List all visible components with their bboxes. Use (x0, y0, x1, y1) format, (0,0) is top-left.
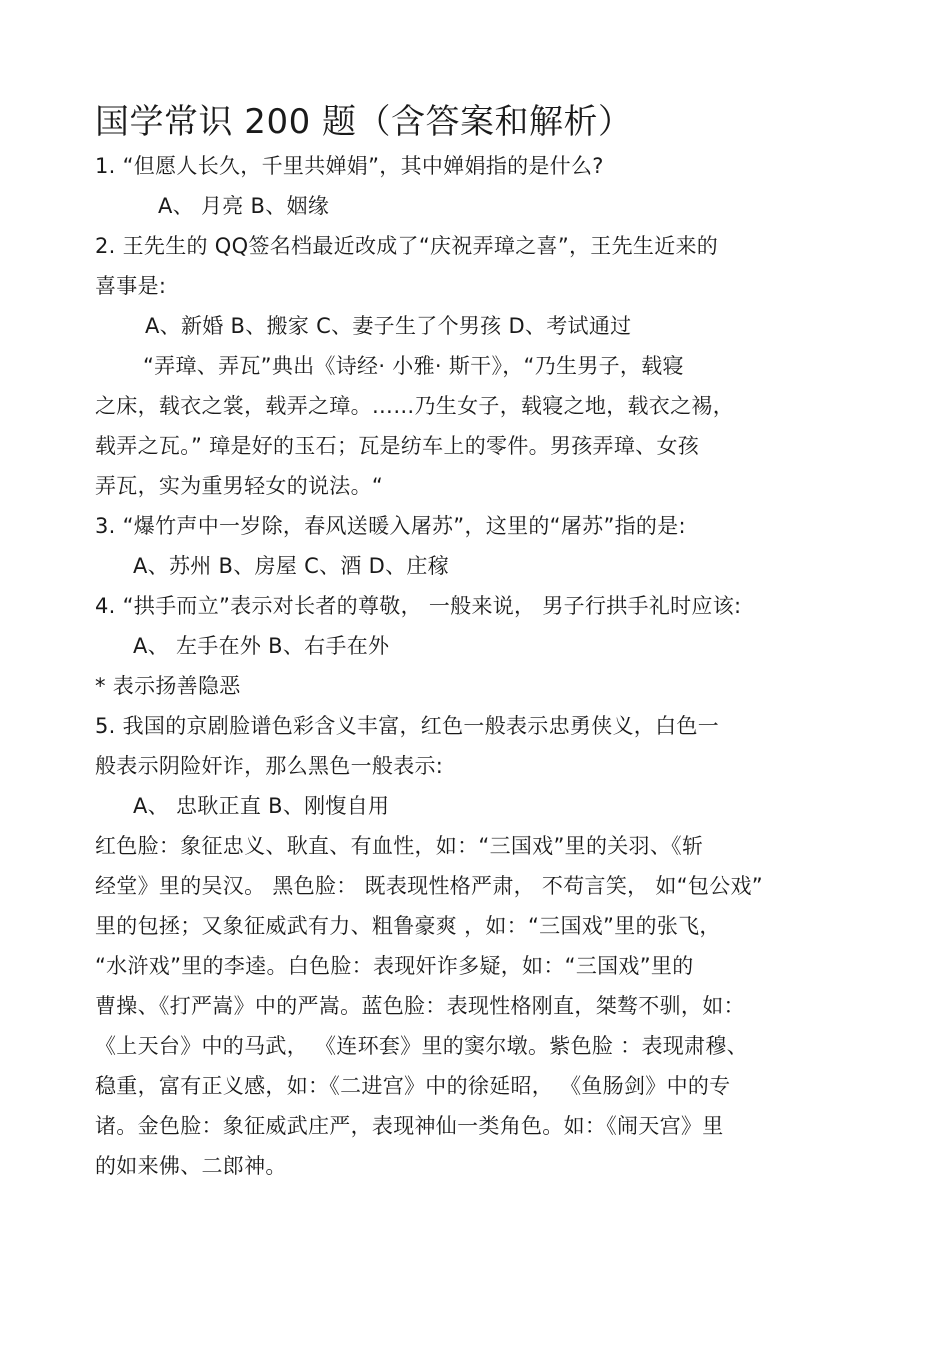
question-2-continued: 喜事是: (95, 274, 167, 298)
explanation-5-line-2: 经堂》里的吴汉。 黑色脸： 既表现性格严肃， 不苟言笑， 如“包公戏” (95, 874, 763, 898)
question-4-options: A、 左手在外 B、右手在外 (133, 634, 390, 658)
explanation-2-line-2: 之床，载衣之裳，载弄之璋。……乃生女子，载寝之地，载衣之裼， (95, 394, 734, 418)
document-title: 国学常识 200 题（含答案和解析） (95, 102, 633, 142)
explanation-5-line-5: 曹操、《打严嵩》中的严嵩。蓝色脸：表现性格刚直，桀骜不驯，如： (95, 994, 745, 1018)
question-5-options: A、 忠耿正直 B、刚愎自用 (133, 794, 390, 818)
explanation-5-line-6: 《上天台》中的马武， 《连环套》里的窦尔墩。紫色脸 ：表现肃穆、 (95, 1034, 748, 1058)
explanation-5-line-7: 稳重，富有正义感，如：《二进宫》中的徐延昭， 《鱼肠剑》中的专 (95, 1074, 731, 1098)
explanation-5-line-8: 诸。金色脸：象征威武庄严，表现神仙一类角色。如：《闹天宫》里 (95, 1114, 724, 1138)
explanation-2-line-4: 弄瓦，实为重男轻女的说法。“ (95, 474, 384, 498)
question-1-options: A、 月亮 B、姻缘 (158, 194, 330, 218)
explanation-2-line-3: 载弄之瓦。” 璋是好的玉石；瓦是纺车上的零件。男孩弄璋、女孩 (95, 434, 700, 458)
question-3: 3. “爆竹声中一岁除，春风送暖入屠苏”，这里的“屠苏”指的是: (95, 514, 686, 538)
explanation-5-line-4: “水浒戏”里的李逵。白色脸：表现奸诈多疑，如：“三国戏”里的 (95, 954, 694, 978)
question-4: 4. “拱手而立”表示对长者的尊敬， 一般来说， 男子行拱手礼时应该: (95, 594, 742, 618)
question-1: 1. “但愿人长久，千里共婵娟”，其中婵娟指的是什么? (95, 154, 604, 178)
question-2-options: A、新婚 B、搬家 C、妻子生了个男孩 D、考试通过 (145, 314, 632, 338)
question-5: 5. 我国的京剧脸谱色彩含义丰富，红色一般表示忠勇侠义，白色一 (95, 714, 720, 738)
question-5-continued: 般表示阴险奸诈，那么黑色一般表示: (95, 754, 444, 778)
explanation-5-line-3: 里的包拯；又象征威武有力、粗鲁豪爽 ，如：“三国戏”里的张飞， (95, 914, 721, 938)
explanation-5-line-9: 的如来佛、二郎神。 (95, 1154, 287, 1178)
question-2: 2. 王先生的 QQ签名档最近改成了“庆祝弄璋之喜”，王先生近来的 (95, 234, 719, 258)
explanation-4: * 表示扬善隐恶 (95, 674, 241, 698)
explanation-5-line-1: 红色脸：象征忠义、耿直、有血性，如：“三国戏”里的关羽、《斩 (95, 834, 704, 858)
explanation-2-line-1: “弄璋、弄瓦”典出《诗经· 小雅· 斯干》，“乃生男子，载寝 (143, 354, 684, 378)
question-3-options: A、苏州 B、房屋 C、酒 D、庄稼 (133, 554, 450, 578)
